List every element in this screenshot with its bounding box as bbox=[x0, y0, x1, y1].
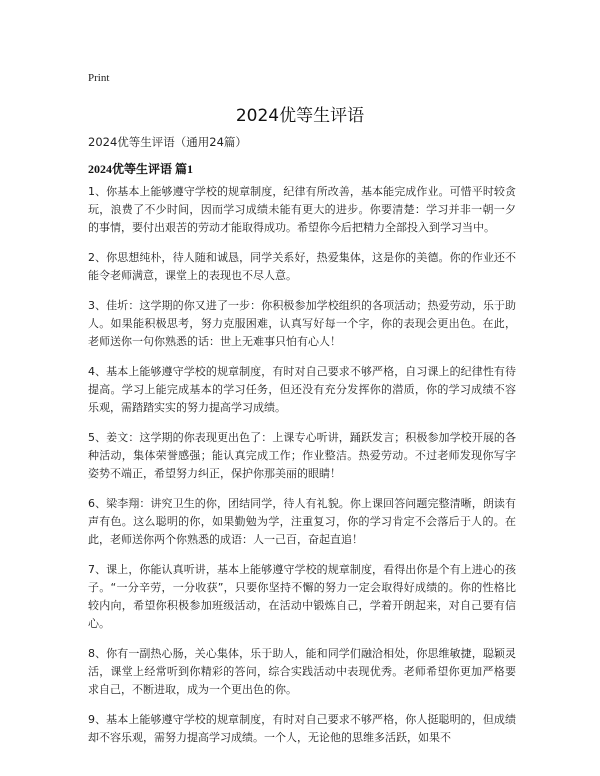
document-body bbox=[88, 183, 516, 759]
paragraph: 9、基本上能够遵守学校的规章制度，有时对自己要求不够严格，你人挺聪明的，但成绩却不容乐观，需努力提高学习成绩。一个人，无论他的思维多活跃，如果不 bbox=[88, 713, 516, 744]
paragraph: 7、课上，你能认真听讲，基本上能够遵守学校的规章制度，看得出你是个有上进心的孩子。“一分辛劳，一分收获”，只要你坚持不懈的努力一定会取得好成绩的。你的性格比较内向，希望你积极参加班级活动，在活动中锻炼自己，学着开朗起来，对自己要有信心。 bbox=[88, 563, 516, 630]
paragraph: 2、你思想纯朴，待人随和诚恳，同学关系好，热爱集体，这是你的美德。你的作业还不能令老师满意，课堂上的表现也不尽人意。 bbox=[88, 251, 516, 282]
paragraph: 3、佳圻：这学期的你又进了一步：你积极参加学校组织的各项活动；热爱劳动，乐于助人。如果能积极思考，努力克服困难，认真写好每一个字，你的表现会更出色。在此，老师送你一句你熟悉的话：世上无难事只怕有心人！ bbox=[88, 299, 516, 348]
print-label: Print bbox=[88, 72, 110, 84]
section-heading: 2024优等生评语 篇1 bbox=[88, 162, 194, 176]
paragraph: 8、你有一副热心肠，关心集体，乐于助人，能和同学们融洽相处，你思维敏捷，聪颖灵活，课堂上经常听到你精彩的答问，综合实践活动中表现优秀。老师希望你更加严格要求自己，不断进取，成为一个更出色的你。 bbox=[88, 647, 516, 696]
document-subtitle: 2024优等生评语（通用24篇） bbox=[88, 135, 247, 149]
page-title: 2024优等生评语 bbox=[235, 106, 365, 126]
paragraph: 1、你基本上能够遵守学校的规章制度，纪律有所改善，基本能完成作业。可惜平时较贪玩，浪费了不少时间，因而学习成绩未能有更大的进步。你要清楚：学习并非一朝一夕的事情，要付出艰苦的劳动才能取得成功。希望你今后把精力全部投入到学习当中。 bbox=[88, 185, 516, 234]
paragraph: 4、基本上能够遵守学校的规章制度，有时对自己要求不够严格，自习课上的纪律性有待提高。学习上能完成基本的学习任务，但还没有充分发挥你的潜质，你的学习成绩不容乐观，需踏踏实实的努力提高学习成绩。 bbox=[88, 365, 516, 414]
paragraph: 5、姜文：这学期的你表现更出色了：上课专心听讲，踊跃发言；积极参加学校开展的各种活动，集体荣誉感强；能认真完成工作；作业整洁。热爱劳动。不过老师发现你写字姿势不端正，希望努力纠正，保护你那美丽的眼睛！ bbox=[88, 431, 516, 480]
paragraph: 6、梁李翔：讲究卫生的你，团结同学，待人有礼貌。你上课回答问题完整清晰，朗读有声有色。这么聪明的你，如果勤勉为学，注重复习，你的学习肯定不会落后于人的。在此，老师送你两个你熟悉的成语：人一己百，奋起直追！ bbox=[88, 497, 516, 546]
